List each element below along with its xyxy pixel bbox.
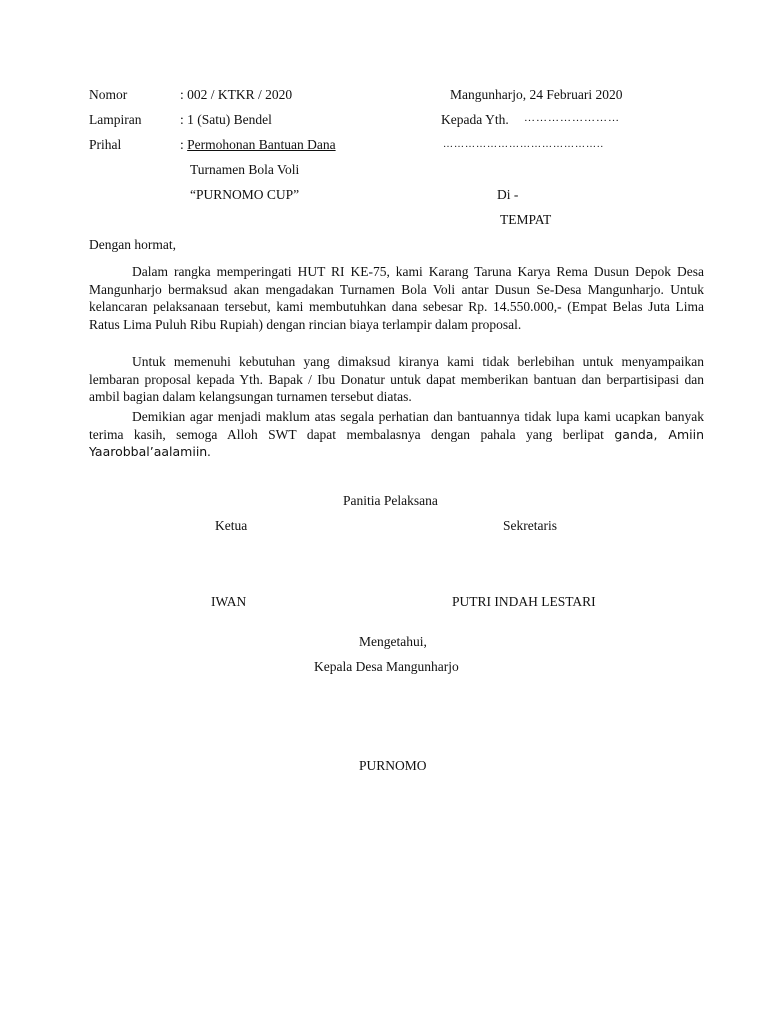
place-date: Mangunharjo, 24 Februari 2020 — [450, 87, 623, 102]
prihal-line2: Turnamen Bola Voli — [190, 162, 300, 177]
sekretaris-title: Sekretaris — [503, 518, 557, 533]
kepada-dots: …………………… — [524, 112, 620, 124]
kepada-dots-2: …………………………………….. — [443, 139, 604, 150]
sekretaris-name: PUTRI INDAH LESTARI — [452, 594, 596, 609]
committee-title: Panitia Pelaksana — [343, 493, 438, 508]
ketua-title: Ketua — [215, 518, 248, 533]
prihal-label: Prihal — [89, 137, 122, 152]
lampiran-value: : 1 (Satu) Bendel — [180, 112, 272, 127]
prihal-line3: “PURNOMO CUP” — [190, 187, 300, 202]
paragraph-3-main: Demikian agar menjadi maklum atas segala perhatian dan bantuannya tidak lupa kami ucapkan banyak terima kasih, semoga Alloh SWT dapat membalasnya dengan pahala yang berlipat — [89, 409, 704, 442]
nomor-label: Nomor — [89, 87, 128, 102]
prihal-prefix: : — [180, 137, 188, 152]
paragraph-3-tail: ganda, Amiin Yaarobbal’aalamiin — [89, 426, 705, 459]
ketua-name: IWAN — [211, 594, 247, 609]
paragraph-3-end: . — [207, 444, 211, 459]
kades-name: PURNOMO — [359, 758, 427, 773]
di-label: Di - — [497, 187, 519, 202]
prihal-value — [180, 137, 336, 153]
paragraph-3 — [89, 408, 704, 461]
prihal-line1: Permohonan Bantuan Dana — [187, 137, 336, 152]
paragraph-1: Dalam rangka memperingati HUT RI KE-75, kami Karang Taruna Karya Rema Dusun Depok Desa Mangunharjo bermaksud akan mengadakan Turnamen Bola Voli antar Dusun Se-Desa Mangunharjo. Untuk kelancaran pelaksanaan tersebut, kami membutuhkan dana sebesar Rp. 14.550.000,- (Empat Belas Juta Lima Ratus Lima Puluh Ribu Rupiah) dengan rincian biaya terlampir dalam proposal. — [89, 264, 704, 332]
kepada-label: Kepada Yth. — [441, 112, 509, 127]
kades-title: Kepala Desa Mangunharjo — [314, 659, 459, 674]
greeting: Dengan hormat, — [89, 237, 176, 252]
tempat-label: TEMPAT — [500, 212, 552, 227]
lampiran-label: Lampiran — [89, 112, 142, 127]
nomor-value: : 002 / KTKR / 2020 — [180, 87, 293, 102]
paragraph-2: Untuk memenuhi kebutuhan yang dimaksud kiranya kami tidak berlebihan untuk menyampaikan lembaran proposal kepada Yth. Bapak / Ibu Donatur untuk dapat memberikan bantuan dan berpartisipasi dan ambil bagian dalam kelangsungan turnamen tersebut diatas. — [89, 354, 704, 404]
mengetahui-label: Mengetahui, — [359, 634, 427, 649]
